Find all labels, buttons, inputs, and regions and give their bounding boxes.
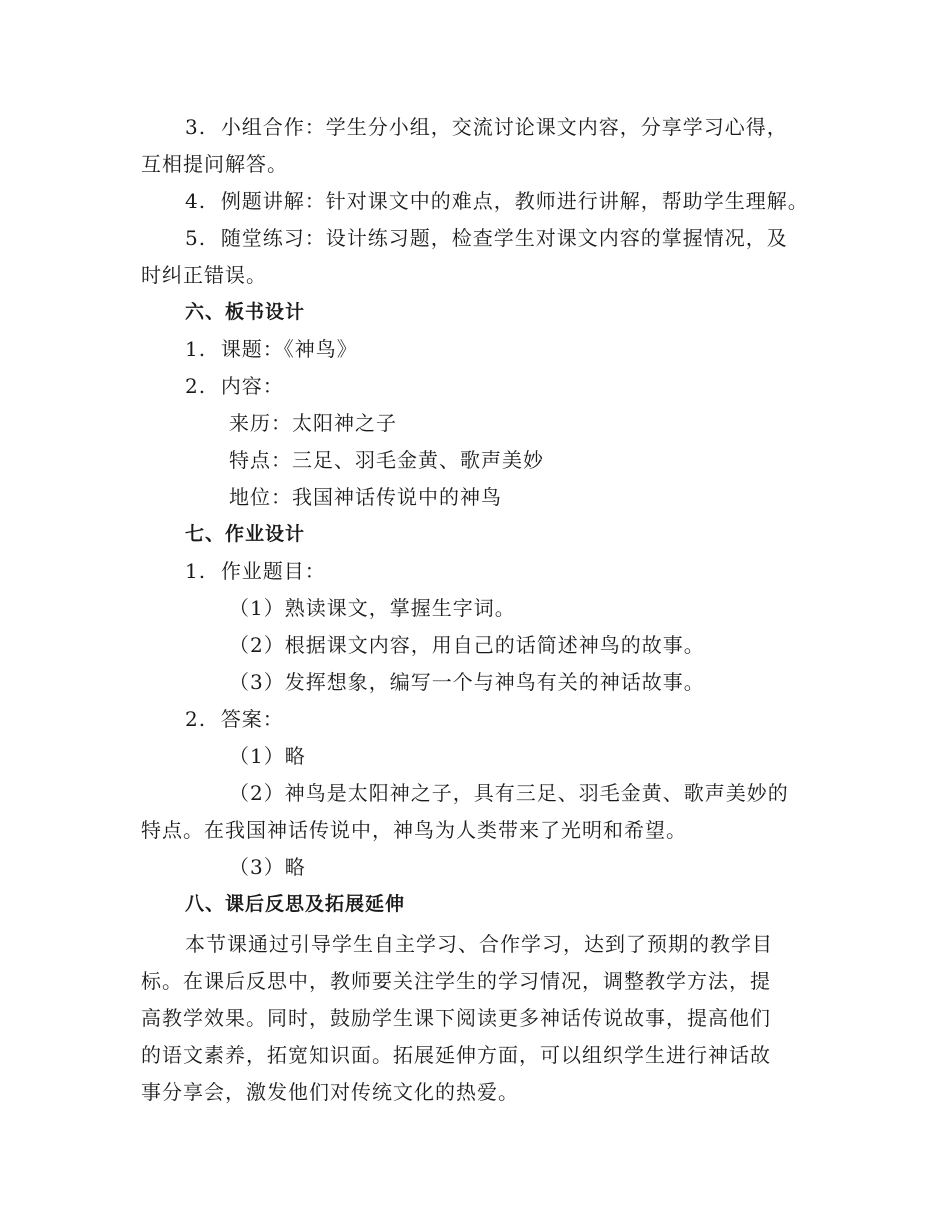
list-item bbox=[185, 705, 284, 733]
paragraph-line: 时纠正错误。 bbox=[141, 263, 267, 287]
paragraph-line: 小组合作：学生分小组，交流讨论课文内容，分享学习心得， bbox=[220, 115, 788, 139]
answer-item: （2）神鸟是太阳神之子，具有三足、羽毛金黄、歌声美妙的 bbox=[229, 781, 789, 805]
list-number: 2. bbox=[185, 707, 207, 731]
section-heading: 六、板书设计 bbox=[185, 301, 306, 323]
list-number: 5. bbox=[185, 226, 207, 250]
list-item bbox=[185, 113, 788, 141]
list-number: 1. bbox=[185, 337, 207, 361]
list-number: 1. bbox=[185, 559, 207, 583]
paragraph-line: 例题讲解：针对课文中的难点，教师进行讲解，帮助学生理解。 bbox=[220, 189, 809, 213]
answer-item: （3）略 bbox=[229, 855, 306, 879]
paragraph-line: 高教学效果。同时，鼓励学生课下阅读更多神话传说故事，提高他们 bbox=[141, 1006, 771, 1030]
list-number: 2. bbox=[185, 374, 207, 398]
board-content-line: 地位：我国神话传说中的神鸟 bbox=[229, 485, 502, 509]
list-text: 课题：《神鸟》 bbox=[220, 337, 358, 361]
answer-item: （1）略 bbox=[229, 744, 306, 768]
list-item bbox=[185, 335, 358, 363]
list-number: 4. bbox=[185, 189, 207, 213]
paragraph-line: 互相提问解答。 bbox=[141, 152, 288, 176]
section-heading: 七、作业设计 bbox=[185, 523, 306, 545]
list-text: 内容： bbox=[220, 374, 284, 398]
list-number: 3. bbox=[185, 115, 207, 139]
paragraph-line: 的语文素养，拓宽知识面。拓展延伸方面，可以组织学生进行神话故 bbox=[141, 1043, 771, 1067]
task-item: （3）发挥想象，编写一个与神鸟有关的神话故事。 bbox=[229, 670, 705, 694]
paragraph-line: 本节课通过引导学生自主学习、合作学习，达到了预期的教学目 bbox=[185, 932, 773, 956]
answer-item: 特点。在我国神话传说中，神鸟为人类带来了光明和希望。 bbox=[141, 818, 687, 842]
list-text: 答案： bbox=[220, 707, 284, 731]
board-content-line: 特点：三足、羽毛金黄、歌声美妙 bbox=[229, 448, 544, 472]
paragraph-line: 事分享会，激发他们对传统文化的热爱。 bbox=[141, 1080, 519, 1104]
task-item: （2）根据课文内容，用自己的话简述神鸟的故事。 bbox=[229, 633, 705, 657]
paragraph-line: 随堂练习：设计练习题，检查学生对课文内容的掌握情况，及 bbox=[220, 226, 788, 250]
board-content-line: 来历：太阳神之子 bbox=[229, 411, 397, 435]
list-item bbox=[185, 187, 809, 215]
paragraph-line: 标。在课后反思中，教师要关注学生的学习情况，调整教学方法，提 bbox=[141, 969, 771, 993]
task-item: （1）熟读课文，掌握生字词。 bbox=[229, 596, 516, 620]
list-item bbox=[185, 557, 326, 585]
section-heading: 八、课后反思及拓展延伸 bbox=[185, 893, 406, 915]
list-text: 作业题目： bbox=[220, 559, 326, 583]
list-item bbox=[185, 372, 284, 400]
list-item bbox=[185, 224, 788, 252]
